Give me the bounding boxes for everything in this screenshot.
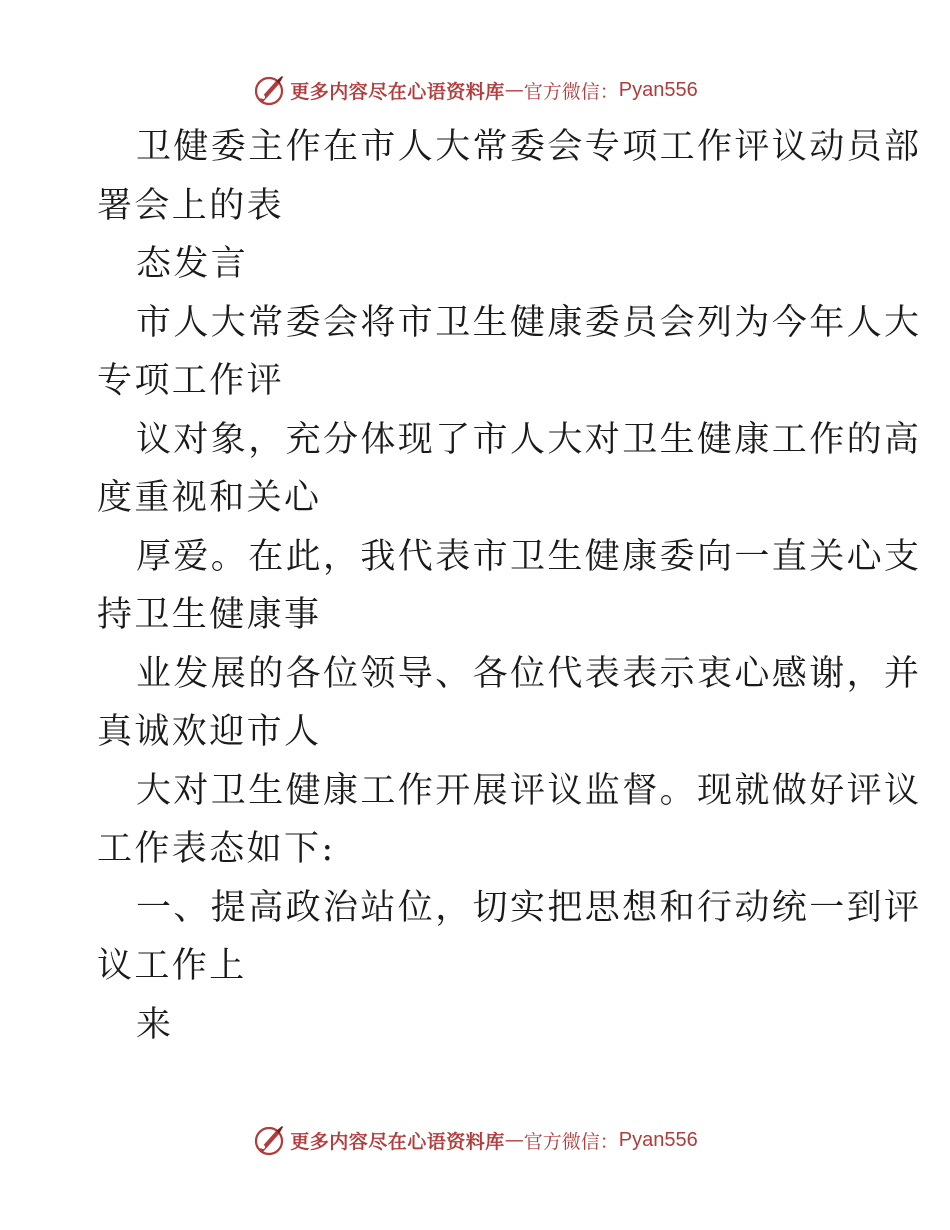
- quill-pen-logo-icon: [252, 1123, 286, 1157]
- text-line: 业发展的各位领导、各位代表表示衷心感谢，并: [136, 653, 922, 694]
- watermark-text: 更多内容尽在心语资料库: [290, 80, 505, 103]
- watermark-wechat-id: Pyan556: [618, 78, 698, 101]
- quill-pen-logo-icon: [252, 73, 286, 107]
- text-line: 市人大常委会将市卫生健康委员会列为今年人大: [136, 302, 922, 343]
- text-line: 态发言: [136, 244, 249, 284]
- text-line: 度重视和关心: [97, 478, 322, 518]
- text-line: 持卫生健康事: [97, 595, 322, 635]
- watermark-wechat-id: Pyan556: [618, 1128, 698, 1151]
- text-line: 真诚欢迎市人: [97, 712, 322, 752]
- watermark-separator: —: [504, 79, 524, 101]
- text-line: 议工作上: [97, 946, 247, 986]
- watermark-separator: —: [504, 1129, 524, 1151]
- text-line: 大对卫生健康工作开展评议监督。现就做好评议: [136, 770, 922, 811]
- text-line: 工作表态如下:: [97, 829, 336, 869]
- text-line: 厚爱。在此，我代表市卫生健康委向一直关心支: [136, 536, 922, 577]
- header-watermark: [0, 70, 950, 110]
- watermark-text: 更多内容尽在心语资料库: [290, 1130, 505, 1153]
- text-line: 卫健委主作在市人大常委会专项工作评议动员部: [136, 127, 922, 167]
- document-body: [97, 118, 922, 1054]
- text-line: 来: [136, 1004, 174, 1045]
- watermark-wechat-label: 官方微信：: [523, 1130, 619, 1153]
- text-line: 专项工作评: [97, 361, 285, 401]
- watermark-wechat-label: 官方微信：: [523, 80, 619, 103]
- text-line: 议对象，充分体现了市人大对卫生健康工作的高: [136, 419, 922, 460]
- text-line: 署会上的表: [97, 185, 285, 226]
- text-line: 一、提高政治站位，切实把思想和行动统一到评: [136, 887, 922, 928]
- footer-watermark: [0, 1120, 950, 1160]
